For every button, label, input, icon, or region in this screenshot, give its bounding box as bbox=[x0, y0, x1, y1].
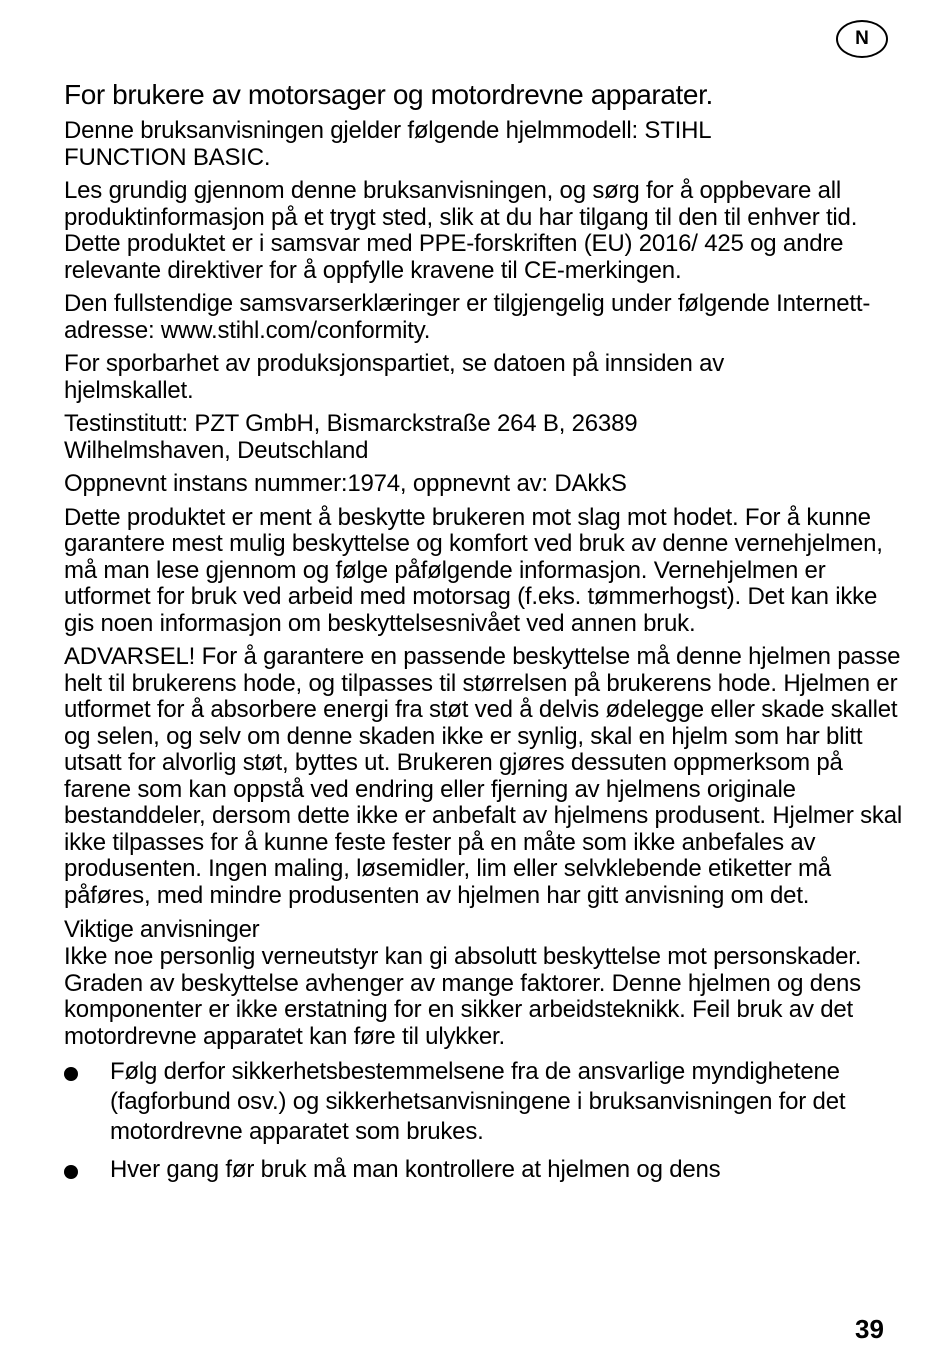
warning-label: ADVARSEL! bbox=[64, 643, 196, 670]
bullet-list bbox=[64, 1057, 904, 1185]
list-item bbox=[64, 1057, 904, 1147]
language-badge bbox=[836, 20, 888, 58]
bullet-icon bbox=[64, 1067, 78, 1081]
paragraph-model-intro: Denne bruksanvisningen gjelder følgende hjelmmodell: STIHL FUNCTION BASIC. bbox=[64, 117, 711, 171]
paragraph-test-institute: Testinstitutt: PZT GmbH, Bismarckstraße 264 B, 26389 Wilhelmshaven, Deutschland bbox=[64, 410, 638, 464]
paragraph-warning bbox=[64, 644, 904, 909]
list-item bbox=[64, 1155, 904, 1185]
list-item-text: Følg derfor sikkerhetsbestemmelsene fra de ansvarlige myndighetene (fagforbund osv.) og sikkerhetsanvisningene i bruksanvisningen for det motordrevne apparatet som brukes. bbox=[110, 1058, 846, 1145]
paragraph-notified-body: Oppnevnt instans nummer:1974, oppnevnt av: DAkkS bbox=[64, 470, 627, 497]
page-title: For brukere av motorsager og motordrevne apparater. bbox=[64, 79, 713, 110]
warning-text: For å garantere en passende beskyttelse må denne hjelmen passe helt til brukerens hode, og tilpasses til størrelsen på brukerens hode. Hjelmen er utformet for å absorbere energi fra støt ved å delvis ødelegge eller skade skallet og selen, og selv om denne skaden ikke er synlig, skal en hjelm som har blitt utsatt for alvorlig støt, byttes ut. Brukeren gjøres dessuten oppmerksom på farene som kan oppstå ved endring eller fjerning av hjelmens originale bestanddeler, dersom dette ikke er anbefalt av hjelmens produsent. Hjelmer skal ikke tilpasses for å kunne feste fester på en måte som ikke anbefales av produsenten. Ingen maling, løsemidler, lim eller selvklebende etiketter må påføres, med mindre produsenten av hjelmen har gitt anvisning om det. bbox=[64, 643, 902, 909]
paragraph-purpose: Dette produktet er ment å beskytte brukeren mot slag mot hodet. For å kunne garantere mest mulig beskyttelse og komfort ved bruk av denne vernehjelmen, må man lese gjennom og følge påfølgende informasjon. Vernehjelmen er utformet for bruk ved arbeid med motorsag (f.eks. tømmerhogst). Det kan ikke gis noen informasjon om beskyttelsesnivået ved annen bruk. bbox=[64, 503, 883, 637]
paragraph-important: Ikke noe personlig verneutstyr kan gi absolutt beskyttelse mot personskader. Graden av beskyttelse avhenger av mange faktorer. Denne hjelmen og dens komponenter er ikke erstatning for en sikker arbeidsteknikk. Feil bruk av det motordrevne apparatet kan føre til ulykker. bbox=[64, 943, 862, 1050]
list-item-text: Hver gang før bruk må man kontrollere at hjelmen og dens bbox=[110, 1156, 721, 1183]
paragraph-traceability: For sporbarhet av produksjonspartiet, se datoen på innsiden av hjelmskallet. bbox=[64, 350, 725, 404]
bullet-icon bbox=[64, 1165, 78, 1179]
page-number: 39 bbox=[855, 1314, 884, 1344]
section-heading-important: Viktige anvisninger bbox=[64, 916, 260, 943]
paragraph-conformity: Den fullstendige samsvarserklæringer er tilgjengelig under følgende Internett-adresse: www.stihl.com/conformity. bbox=[64, 290, 871, 344]
document-body bbox=[64, 78, 904, 1193]
language-badge-label: N bbox=[855, 28, 869, 49]
paragraph-read-carefully: Les grundig gjennom denne bruksanvisningen, og sørg for å oppbevare all produktinformasjon på et trygt sted, slik at du har tilgang til den til enhver tid. Dette produktet er i samsvar med PPE-forskriften (EU) 2016/ 425 og andre relevante direktiver for å oppfylle kravene til CE-merkingen. bbox=[64, 177, 858, 284]
